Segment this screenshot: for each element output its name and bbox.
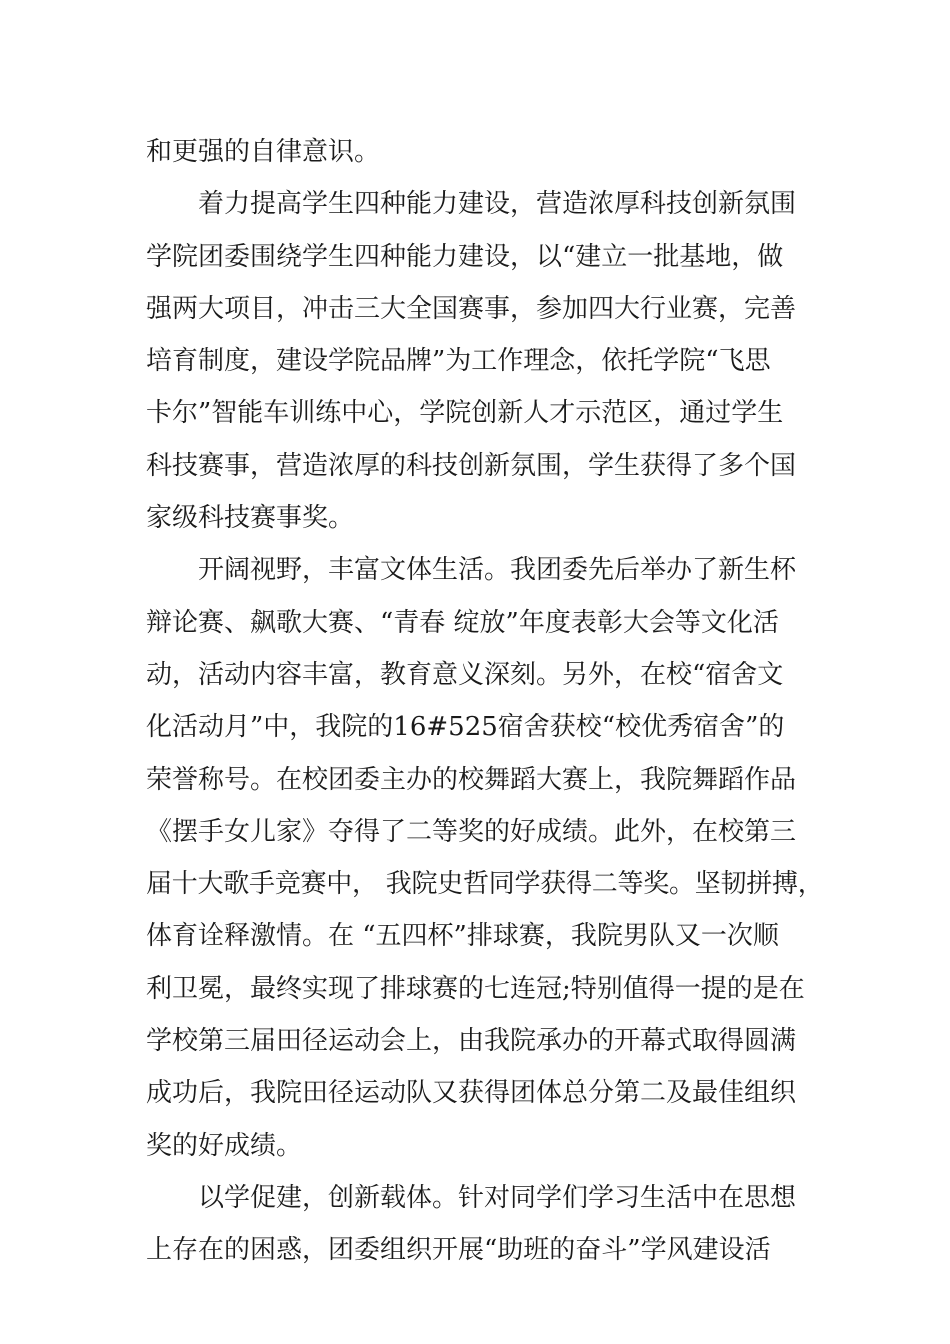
text-line: 卡尔”智能车训练中心，学院创新人才示范区，通过学生 <box>146 398 784 429</box>
paragraph-start-line: 着力提高学生四种能力建设，营造浓厚科技创新氛围 <box>198 189 797 220</box>
text-line: 奖的好成绩。 <box>146 1130 303 1161</box>
document-body <box>146 126 826 1277</box>
text-line: 成功后，我院田径运动队又获得团体总分第二及最佳组织 <box>146 1078 797 1109</box>
text-line: 《摆手女儿家》夺得了二等奖的好成绩。此外，在校第三 <box>146 816 797 847</box>
text-line: 化活动月”中，我院的16#525宿舍获校“校优秀宿舍”的 <box>146 712 785 743</box>
text-line: 科技赛事，营造浓厚的科技创新氛围，学生获得了多个国 <box>146 450 797 481</box>
text-line: 强两大项目，冲击三大全国赛事，参加四大行业赛，完善 <box>146 293 797 324</box>
text-line: 利卫冕，最终实现了排球赛的七连冠;特别值得一提的是在 <box>146 973 805 1004</box>
text-line: 辩论赛、飙歌大赛、“青春 绽放”年度表彰大会等文化活 <box>146 607 779 638</box>
text-line: 学校第三届田径运动会上，由我院承办的开幕式取得圆满 <box>146 1026 797 1057</box>
paragraph-start-line: 以学促建，创新载体。针对同学们学习生活中在思想 <box>198 1182 797 1213</box>
paragraph-start-line: 开阔视野，丰富文体生活。我团委先后举办了新生杯 <box>198 555 797 586</box>
text-line: 动，活动内容丰富，教育意义深刻。另外，在校“宿舍文 <box>146 659 784 690</box>
text-line: 家级科技赛事奖。 <box>146 503 355 534</box>
text-line: 荣誉称号。在校团委主办的校舞蹈大赛上，我院舞蹈作品 <box>146 764 797 795</box>
text-line: 学院团委围绕学生四种能力建设，以“建立一批基地，做 <box>146 241 784 272</box>
text-line: 上存在的困惑，团委组织开展“助班的奋斗”学风建设活 <box>146 1235 771 1266</box>
text-line: 届十大歌手竞赛中， 我院史哲同学获得二等奖。坚韧拼搏， <box>146 869 824 900</box>
text-line: 培育制度，建设学院品牌”为工作理念，依托学院“飞思 <box>146 346 771 377</box>
text-line: 和更强的自律意识。 <box>146 137 381 167</box>
text-line: 体育诠释激情。在 “五四杯”排球赛，我院男队又一次顺 <box>146 921 779 952</box>
